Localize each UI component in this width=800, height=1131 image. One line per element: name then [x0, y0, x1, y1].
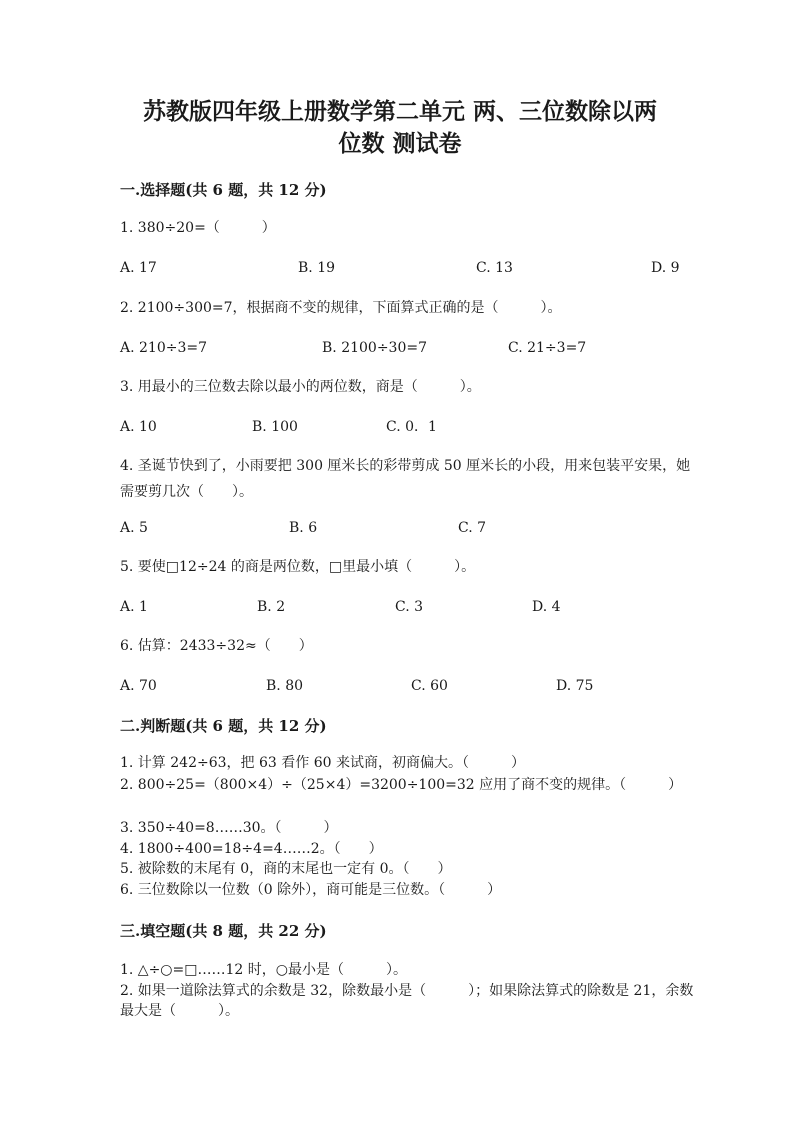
choice-5-option-a: A. 1: [120, 599, 148, 615]
section-heading-fill: 三.填空题(共 8 题，共 22 分): [120, 922, 327, 940]
choice-5-option-d: D. 4: [532, 599, 561, 615]
choice-6-option-c: C. 60: [411, 678, 448, 694]
judge-item-1: 1. 计算 242÷63，把 63 看作 60 来试商，初商偏大。（ ）: [120, 755, 525, 771]
choice-6-option-a: A. 70: [120, 678, 157, 694]
choice-3-option-a: A. 10: [120, 419, 157, 435]
choice-question-3: 3. 用最小的三位数去除以最小的两位数，商是（ ）。: [120, 379, 481, 395]
judge-item-3: 3. 350÷40=8……30。（ ）: [120, 820, 338, 836]
choice-question-6: 6. 估算：2433÷32≈（ ）: [120, 638, 313, 654]
choice-6-option-d: D. 75: [556, 678, 594, 694]
choice-5-option-c: C. 3: [395, 599, 424, 615]
choice-6-option-b: B. 80: [266, 678, 304, 694]
judge-item-2: 2. 800÷25=（800×4）÷（25×4）=3200÷100=32 应用了商不变的规律。（ ）: [120, 777, 683, 793]
choice-1-option-c: C. 13: [476, 260, 513, 276]
choice-question-2: 2. 2100÷300=7，根据商不变的规律，下面算式正确的是（ ）。: [120, 300, 562, 316]
judge-item-4: 4. 1800÷400=18÷4=4……2。（ ）: [120, 841, 383, 857]
choice-5-option-b: B. 2: [257, 599, 286, 615]
choice-question-4: 4. 圣诞节快到了，小雨要把 300 厘米长的彩带剪成 50 厘米长的小段，用来包装平安果，她需要剪几次（ ）。: [120, 458, 691, 500]
choice-question-5: 5. 要使□12÷24 的商是两位数，□里最小填（ ）。: [120, 559, 476, 575]
section-heading-judge: 二.判断题(共 6 题，共 12 分): [120, 717, 327, 735]
choice-1-option-a: A. 17: [120, 260, 157, 276]
choice-2-option-b: B. 2100÷30=7: [322, 340, 427, 356]
judge-item-6: 6. 三位数除以一位数（0 除外），商可能是三位数。（ ）: [120, 882, 502, 898]
choice-4-option-a: A. 5: [120, 520, 148, 536]
choice-2-option-c: C. 21÷3=7: [508, 340, 587, 356]
choice-question-1: 1. 380÷20=（ ）: [120, 220, 276, 236]
choice-4-option-b: B. 6: [289, 520, 318, 536]
choice-3-option-b: B. 100: [252, 419, 298, 435]
fill-item-1: 1. △÷○=□……12 时，○最小是（ ）。: [120, 962, 407, 978]
page-title-line1: 苏教版四年级上册数学第二单元 两、三位数除以两: [142, 98, 657, 125]
choice-2-option-a: A. 210÷3=7: [120, 340, 208, 356]
section-heading-choice: 一.选择题(共 6 题，共 12 分): [120, 181, 327, 199]
judge-item-5: 5. 被除数的末尾有 0，商的末尾也一定有 0。（ ）: [120, 861, 452, 877]
choice-1-option-b: B. 19: [298, 260, 336, 276]
page-title-line2: 位数 测试卷: [338, 130, 462, 157]
choice-3-option-c: C. 0．1: [386, 419, 437, 435]
choice-1-option-d: D. 9: [651, 260, 680, 276]
fill-item-2: 2. 如果一道除法算式的余数是 32，除数最小是（ ）；如果除法算式的除数是 21，余数最大是（ ）。: [120, 983, 694, 1019]
choice-4-option-c: C. 7: [458, 520, 487, 536]
